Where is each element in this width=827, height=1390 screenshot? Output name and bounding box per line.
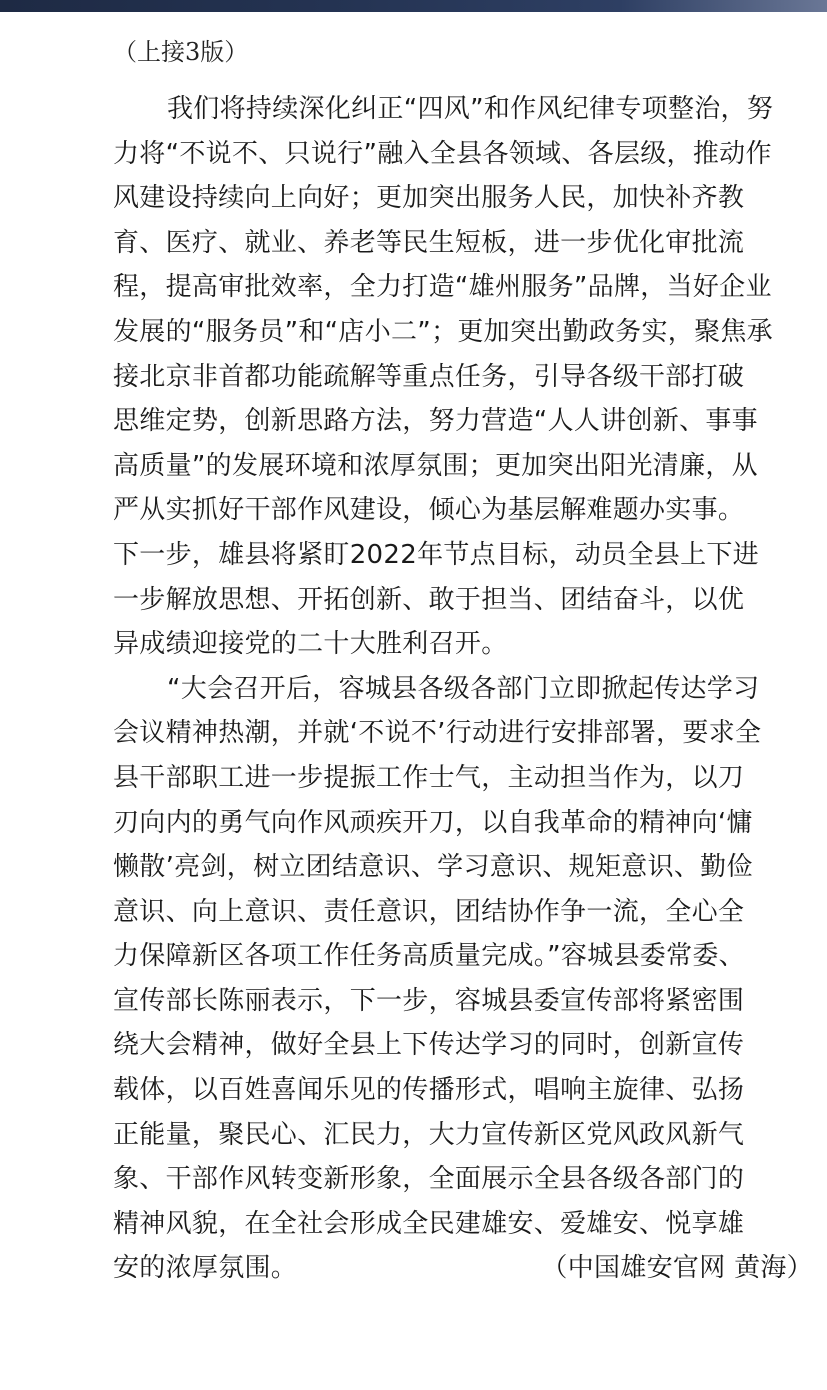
paragraph-line: 县干部职工进一步提振工作士气，主动担当作为，以刀: [113, 762, 745, 793]
paragraph-line: 懒散’亮剑，树立团结意识、学习意识、规矩意识、勤俭: [113, 852, 753, 883]
article-body: [113, 87, 813, 1291]
paragraph-line: 正能量，聚民心、汇民力，大力宣传新区党风政风新气: [113, 1119, 745, 1150]
source-byline: （中国雄安官网 黄海）: [541, 1253, 813, 1284]
paragraph-line: 程，提高审批效率，全力打造“雄州服务”品牌，当好企业: [113, 272, 772, 303]
paragraph-line: 力保障新区各项工作任务高质量完成。”容城县委常委、: [113, 941, 745, 972]
paragraph-line: 一步解放思想、开拓创新、敢于担当、团结奋斗，以优: [113, 584, 745, 615]
paragraph-line: 载体，以百姓喜闻乐见的传播形式，唱响主旋律、弘扬: [113, 1075, 745, 1106]
paragraph-line: 异成绩迎接党的二十大胜利召开。: [113, 629, 508, 660]
paragraph-line: “大会召开后，容城县各级各部门立即掀起传达学习: [167, 673, 760, 704]
paragraph-line: 绕大会精神，做好全县上下传达学习的同时，创新宣传: [113, 1030, 745, 1061]
continued-note: （上接3版）: [113, 38, 249, 66]
paragraph-line: 育、医疗、就业、养老等民生短板，进一步优化审批流: [113, 227, 745, 258]
paragraph-line: 力将“不说不、只说行”融入全县各领域、各层级，推动作: [113, 138, 772, 169]
paragraph-line: 风建设持续向上向好；更加突出服务人民，加快补齐教: [113, 183, 745, 214]
paragraph-line: 高质量”的发展环境和浓厚氛围；更加突出阳光清廉，从: [113, 450, 758, 481]
closing-text: 安的浓厚氛围。: [113, 1253, 298, 1284]
paragraph-line: 发展的“服务员”和“店小二”；更加突出勤政务实，聚焦承: [113, 316, 773, 347]
paragraph-line: 精神风貌，在全社会形成全民建雄安、爱雄安、悦享雄: [113, 1208, 745, 1239]
final-line: [113, 1246, 813, 1291]
paragraph-line: 我们将持续深化纠正“四风”和作风纪律专项整治，努: [167, 94, 774, 124]
paragraph-line: 意识、向上意识、责任意识，团结协作争一流，全心全: [113, 896, 745, 927]
paragraph-line: 严从实抓好干部作风建设，倾心为基层解难题办实事。: [113, 495, 745, 526]
paragraph-line: 象、干部作风转变新形象，全面展示全县各级各部门的: [113, 1164, 745, 1195]
paragraph-line: 下一步，雄县将紧盯2022年节点目标，动员全县上下进: [113, 539, 759, 570]
paragraph-line: 会议精神热潮，并就‘不说不’行动进行安排部署，要求全: [113, 718, 762, 749]
paragraph-line: 接北京非首都功能疏解等重点任务，引导各级干部打破: [113, 361, 745, 392]
paragraph-line: 刃向内的勇气向作风顽疾开刀，以自我革命的精神向‘慵: [113, 807, 753, 838]
top-banner-bar: [0, 0, 827, 12]
paragraph-line: 思维定势，创新思路方法，努力营造“人人讲创新、事事: [113, 406, 758, 437]
paragraph-line: 宣传部长陈丽表示，下一步，容城县委宣传部将紧密围: [113, 985, 745, 1016]
